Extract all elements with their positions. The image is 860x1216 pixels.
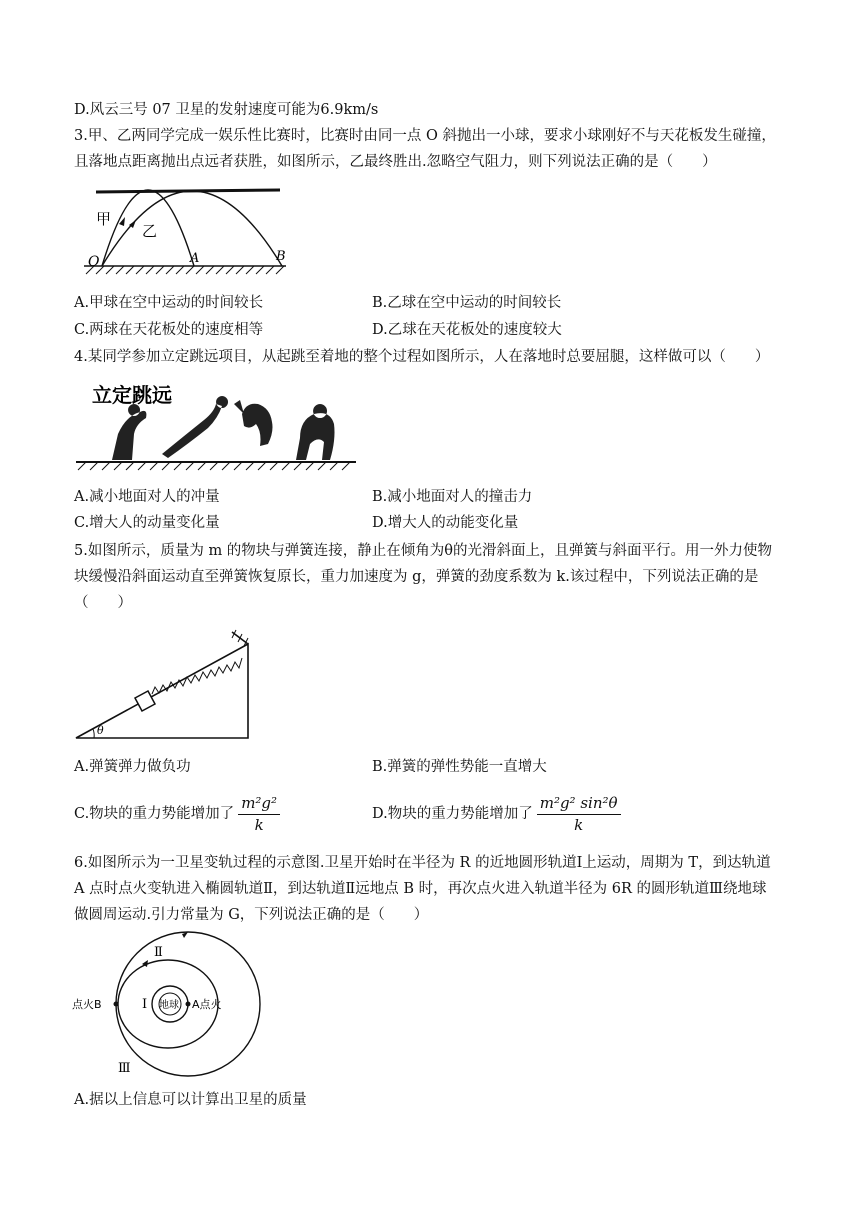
q5-option-b: B.弹簧的弹性势能一直增大 (372, 759, 547, 775)
q3-figure (76, 180, 286, 280)
label-orbit-iii: Ⅲ (118, 1061, 131, 1076)
q5-option-c (74, 792, 280, 835)
q5-option-c-numerator: m²g² (238, 792, 280, 815)
label-orbit-i: Ⅰ (142, 997, 148, 1012)
label-jia: 甲 (96, 210, 112, 228)
q3-option-b: B.乙球在空中运动的时间较长 (372, 295, 562, 311)
q5-stem-3: （ ） (74, 595, 132, 611)
q5-stem-1: 5.如图所示，质量为 m 的物块与弹簧连接，静止在倾角为θ的光滑斜面上，且弹簧与斜面平行。用一外力使物 (74, 543, 773, 559)
label-earth: 地球 (159, 1000, 179, 1011)
q4-option-a: A.减小地面对人的冲量 (74, 489, 220, 505)
q5-option-c-fraction (238, 792, 280, 835)
q5-option-a: A.弹簧弹力做负功 (74, 759, 191, 775)
label-orbit-ii: Ⅱ (154, 945, 163, 960)
q2-option-d: D.风云三号 07 卫星的发射速度可能为6.9km/s (74, 102, 379, 118)
q5-option-d-fraction (537, 792, 621, 835)
label-a: A (190, 251, 200, 266)
q3-stem-2: 且落地点距离抛出点远者获胜，如图所示，乙最终胜出.忽略空气阻力，则下列说法正确的是（ ） (74, 154, 717, 170)
label-ignite-a: A点火 (192, 998, 222, 1011)
q3-option-a: A.甲球在空中运动的时间较长 (74, 295, 264, 311)
q5-option-c-text: C.物块的重力势能增加了 (74, 805, 235, 822)
q5-option-d-text: D.物块的重力势能增加了 (372, 805, 533, 822)
label-yi: 乙 (142, 222, 158, 240)
label-ignite-b: 点火B (72, 998, 102, 1011)
q4-option-d: D.增大人的动能变化量 (372, 515, 519, 531)
q6-stem-2: A 点时点火变轨进入椭圆轨道Ⅱ，到达轨道Ⅱ远地点 B 时，再次点火进入轨道半径为 6R 的圆形轨道Ⅲ绕地球 (74, 881, 767, 897)
q3-stem-1: 3.甲、乙两同学完成一娱乐性比赛时，比赛时由同一点 O 斜抛出一小球，要求小球刚好不与天花板发生碰撞， (74, 128, 776, 144)
q6-option-a: A.据以上信息可以计算出卫星的质量 (74, 1092, 307, 1108)
q5-option-d-numerator: m²g² sin²θ (537, 792, 621, 815)
q5-figure (72, 620, 258, 744)
q6-figure (72, 930, 272, 1078)
q6-stem-1: 6.如图所示为一卫星变轨过程的示意图.卫星开始时在半径为 R 的近地圆形轨道Ⅰ上运动，周期为 T，到达轨道 (74, 855, 771, 871)
q3-option-d: D.乙球在天花板处的速度较大 (372, 322, 562, 338)
label-theta: θ (97, 724, 104, 737)
q4-option-b: B.减小地面对人的撞击力 (372, 489, 533, 505)
q5-option-c-denominator: k (254, 816, 264, 834)
q5-option-d-denominator: k (574, 816, 584, 834)
fig4-title: 立定跳远 (92, 383, 172, 407)
q3-option-c: C.两球在天花板处的速度相等 (74, 322, 264, 338)
label-o: O (88, 254, 100, 270)
q5-option-d (372, 792, 621, 835)
q5-stem-2: 块缓慢沿斜面运动直至弹簧恢复原长，重力加速度为 g，弹簧的劲度系数为 k.该过程中，下列说法正确的是 (74, 569, 759, 585)
q6-stem-3: 做圆周运动.引力常量为 G，下列说法正确的是（ ） (74, 907, 429, 923)
q4-stem: 4.某同学参加立定跳远项目，从起跳至着地的整个过程如图所示，人在落地时总要屈腿，这样做可以（ ） (74, 349, 770, 365)
label-b: B (276, 249, 286, 264)
q4-option-c: C.增大人的动量变化量 (74, 515, 220, 531)
q4-figure (74, 374, 358, 474)
